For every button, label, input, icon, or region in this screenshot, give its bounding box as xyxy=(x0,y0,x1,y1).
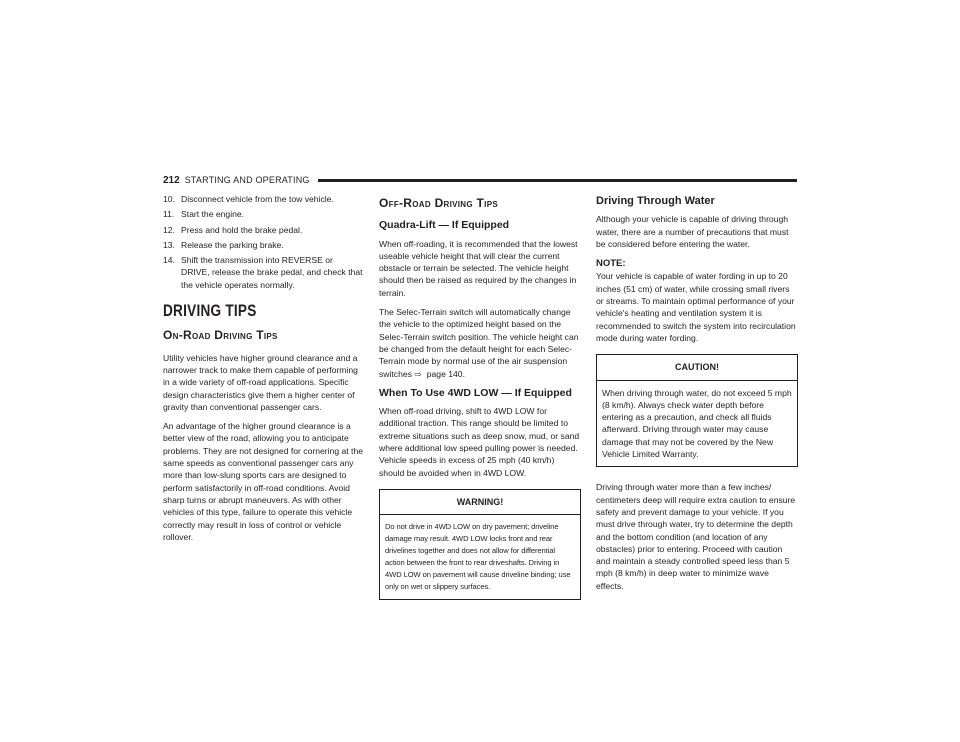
step-number: 10. xyxy=(163,194,175,204)
step-text: Disconnect vehicle from the tow vehicle. xyxy=(181,194,334,204)
towing-steps-list xyxy=(163,193,363,291)
off-road-heading: Off-Road Driving Tips xyxy=(379,196,498,210)
step-text: Start the engine. xyxy=(181,209,245,220)
quadra-lift-heading: Quadra-Lift — If Equipped xyxy=(379,219,510,232)
on-road-paragraph-1: Utility vehicles have higher ground clearance and a narrower track to make them capable of performing in a wide variety of off-road applications. Specific design characteristics give them a higher center of gravity than conventional passenger cars. xyxy=(163,352,358,412)
column-1 xyxy=(163,193,363,550)
on-road-heading: On-Road Driving Tips xyxy=(163,328,278,343)
list-item xyxy=(163,239,363,251)
page-reference-link[interactable]: page 140. xyxy=(426,368,465,379)
caution-text: When driving through water, do not exceed 5 mph (8 km/h). Always check water depth before entering as a precaution, and check all fluids afterward. Driving through water may cause damage that may not be covered by the New Vehicle Limited Warranty. xyxy=(602,387,792,460)
step-text: Shift the transmission into REVERSE or DRIVE, release the brake pedal, and check that the vehicle operates normally. xyxy=(181,255,363,290)
quadra-paragraph-2-text: The Selec-Terrain switch will automatically change the vehicle to the optimized height based on the Selec-Terrain switch position. The vehicle height can be changed from the default height for each Selec-Terrain mode by normal use of the air suspension switches xyxy=(379,307,579,379)
step-number: 12. xyxy=(163,224,175,235)
step-number: 13. xyxy=(163,239,175,250)
note-text: Your vehicle is capable of water fording in up to 20 inches (51 cm) of water, while crossing small rivers or streams. To maintain optimal performance of your vehicle's heating and ventilation system it is recommended to switch the system into recirculation mode during water fording. xyxy=(596,271,796,343)
4wd-low-paragraph: When off-road driving, shift to 4WD LOW for additional traction. This range should be limited to extreme situations such as deep snow, mud, or sand where additional low speed pulling power is needed. Vehicle speeds in excess of 25 mph (40 km/h) should be avoided when in 4WD LOW. xyxy=(379,406,580,478)
4wd-low-heading: When To Use 4WD LOW — If Equipped xyxy=(379,386,572,399)
water-paragraph-2: Driving through water more than a few inches/ centimeters deep will require extra caution to ensure safety and prevent damage to your vehicle. If you must drive through water, try to determine the depth and the bottom condition (and location of any obstacles) prior to entering. Proceed with caution and maintain a steady controlled speed less than 5 mph (8 km/h) in deep water to minimize wave effects. xyxy=(596,482,796,591)
water-paragraph-1: Although your vehicle is capable of driving through water, there are a number of precautions that must be considered before entering the water. xyxy=(596,214,789,249)
section-title: STARTING AND OPERATING xyxy=(184,175,310,185)
page-header xyxy=(163,172,797,188)
note-label: NOTE: xyxy=(596,258,626,270)
column-2 xyxy=(379,193,581,614)
column-3 xyxy=(596,193,798,599)
step-text: Release the parking brake. xyxy=(181,239,284,250)
page-reference-arrow-icon: ⇨ xyxy=(414,368,422,379)
warning-text: Do not drive in 4WD LOW on dry pavement; driveline damage may result. 4WD LOW locks front and rear drivelines together and does not allow for differential action between the front to rear driveshafts. Driving in 4WD LOW on pavement will cause driveline binding; use only on wet or slippery surfaces. xyxy=(385,522,571,592)
water-heading: Driving Through Water xyxy=(596,195,715,207)
on-road-paragraph-2: An advantage of the higher ground clearance is a better view of the road, allowing you to anticipate problems. They are not designed for cornering at the same speeds as conventional passenger cars any more than low-slung sports cars are designed to perform satisfactorily in off-road conditions. Avoid sharp turns or abrupt maneuvers. As with other vehicles of this type, failure to operate this vehicle correctly may result in loss of control or vehicle rollover. xyxy=(163,421,364,542)
quadra-paragraph-2 xyxy=(379,306,581,380)
list-item xyxy=(163,208,363,220)
list-item xyxy=(163,254,363,291)
step-number: 14. xyxy=(163,255,175,266)
step-number: 11. xyxy=(163,209,175,220)
page-number: 212 xyxy=(163,174,180,186)
list-item xyxy=(163,193,363,205)
warning-title: WARNING! xyxy=(380,490,580,515)
caution-title: CAUTION! xyxy=(597,355,797,380)
list-item xyxy=(163,224,363,236)
driving-tips-heading: DRIVING TIPS xyxy=(163,301,257,321)
warning-box xyxy=(379,489,581,600)
header-rule xyxy=(318,179,797,182)
caution-box xyxy=(596,354,798,467)
step-text: Press and hold the brake pedal. xyxy=(181,224,303,235)
quadra-paragraph-1: When off-roading, it is recommended that the lowest useable vehicle height that will clear the current obstacle or terrain be selected. The vehicle height should then be raised as required by the changes in terrain. xyxy=(379,238,578,298)
